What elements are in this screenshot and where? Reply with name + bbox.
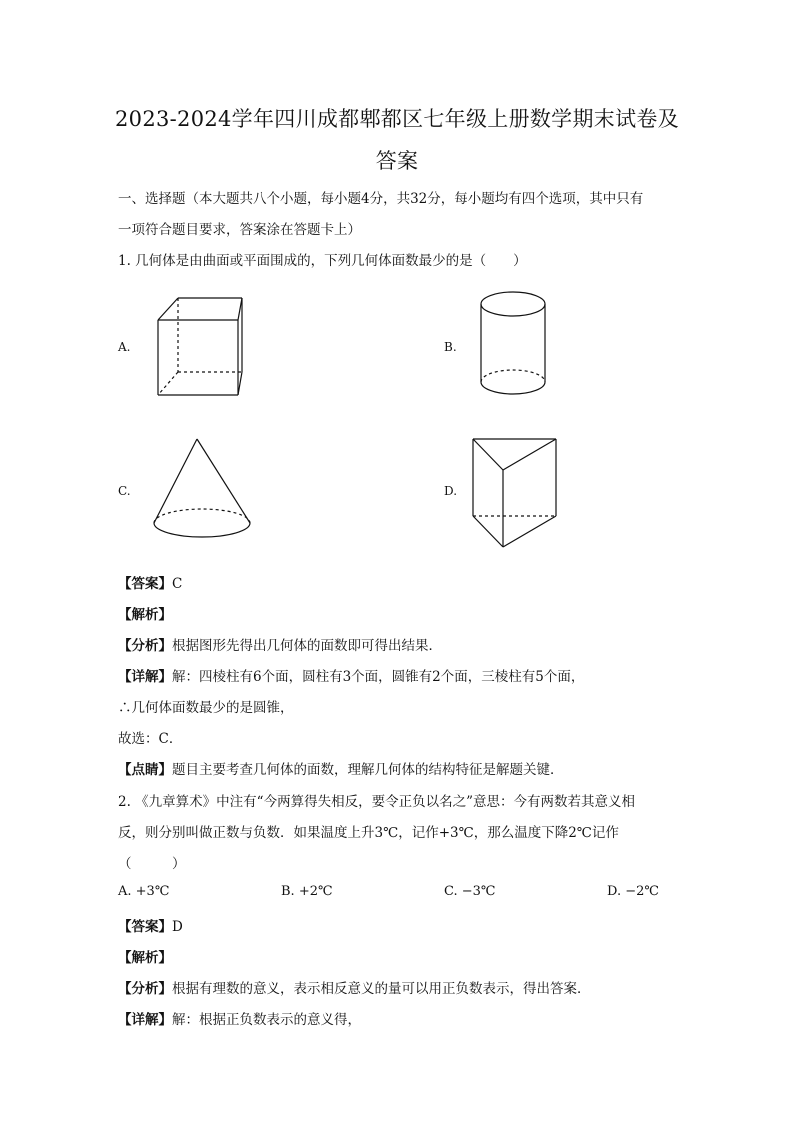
q2-analysis-tag: 【解析】: [118, 950, 172, 966]
q2-fenxi-tag: 【分析】: [118, 981, 172, 997]
q2-fenxi: [118, 977, 591, 997]
q1-answer-tag: 【答案】: [118, 576, 172, 592]
q2-option-d: D. −2℃: [607, 884, 659, 899]
q1-dianjing-text: 题目主要考查几何体的面数，理解几何体的结构特征是解题关键．: [172, 762, 564, 778]
q2-option-c: C. −3℃: [444, 884, 496, 899]
q1-option-d-label: D.: [444, 484, 458, 498]
cylinder-icon: [478, 290, 550, 398]
cube-icon: [150, 295, 245, 397]
q2-xiangjie: [118, 1008, 361, 1028]
q2-fenxi-text: 根据有理数的意义，表示相反意义的量可以用正负数表示，得出答案．: [172, 981, 591, 997]
q1-choice: 故选：C．: [118, 731, 183, 747]
q1-xiangjie-tag: 【详解】: [118, 669, 172, 685]
q1-option-c-label: C.: [118, 484, 131, 498]
q1-xiangjie-text: 解：四棱柱有6个面，圆柱有3个面，圆锥有2个面，三棱柱有5个面，: [172, 669, 585, 685]
q2-xiangjie-text: 解：根据正负数表示的意义得，: [172, 1012, 361, 1028]
q2-answer-value: D: [172, 919, 183, 935]
q2-stem-line3: （ ）: [118, 856, 186, 872]
triangular-prism-icon: [470, 434, 560, 552]
q1-conclusion: ∴几何体面数最少的是圆锥，: [118, 700, 294, 716]
section-heading-line1: 一、选择题（本大题共八个小题，每小题4分，共32分，每小题均有四个选项，其中只有: [118, 191, 644, 207]
section-heading-line2: 一项符合题目要求，答案涂在答题卡上）: [118, 222, 361, 238]
q2-option-a: A. +3℃: [118, 884, 170, 899]
cone-icon: [150, 437, 254, 545]
q1-fenxi-text: 根据图形先得出几何体的面数即可得出结果．: [172, 638, 442, 654]
q1-option-a-label: A.: [118, 340, 131, 354]
doc-title-line2: 答案: [375, 149, 419, 173]
q1-xiangjie: [118, 665, 584, 685]
q2-answer: [118, 915, 183, 935]
doc-title-line1: 2023-2024学年四川成都郫都区七年级上册数学期末试卷及: [115, 107, 679, 131]
q1-dianjing-tag: 【点睛】: [118, 762, 172, 778]
q2-stem-line1: 2. 《九章算术》中注有“今两算得失相反，要令正负以名之”意思：今有两数若其意义相: [118, 794, 635, 810]
q1-fenxi: [118, 634, 442, 654]
q1-fenxi-tag: 【分析】: [118, 638, 172, 654]
q1-answer: [118, 572, 182, 592]
q1-option-b-label: B.: [444, 340, 457, 354]
q1-stem: 1. 几何体是由曲面或平面围成的，下列几何体面数最少的是（ ）: [118, 253, 527, 269]
q1-answer-value: C: [172, 576, 183, 592]
q2-answer-tag: 【答案】: [118, 919, 172, 935]
q2-xiangjie-tag: 【详解】: [118, 1012, 172, 1028]
q1-analysis-tag: 【解析】: [118, 607, 172, 623]
q1-dianjing: [118, 758, 564, 778]
q2-stem-line2: 反，则分别叫做正数与负数．如果温度上升3℃，记作+3℃，那么温度下降2℃记作: [118, 825, 619, 841]
q2-option-b: B. +2℃: [281, 884, 333, 899]
